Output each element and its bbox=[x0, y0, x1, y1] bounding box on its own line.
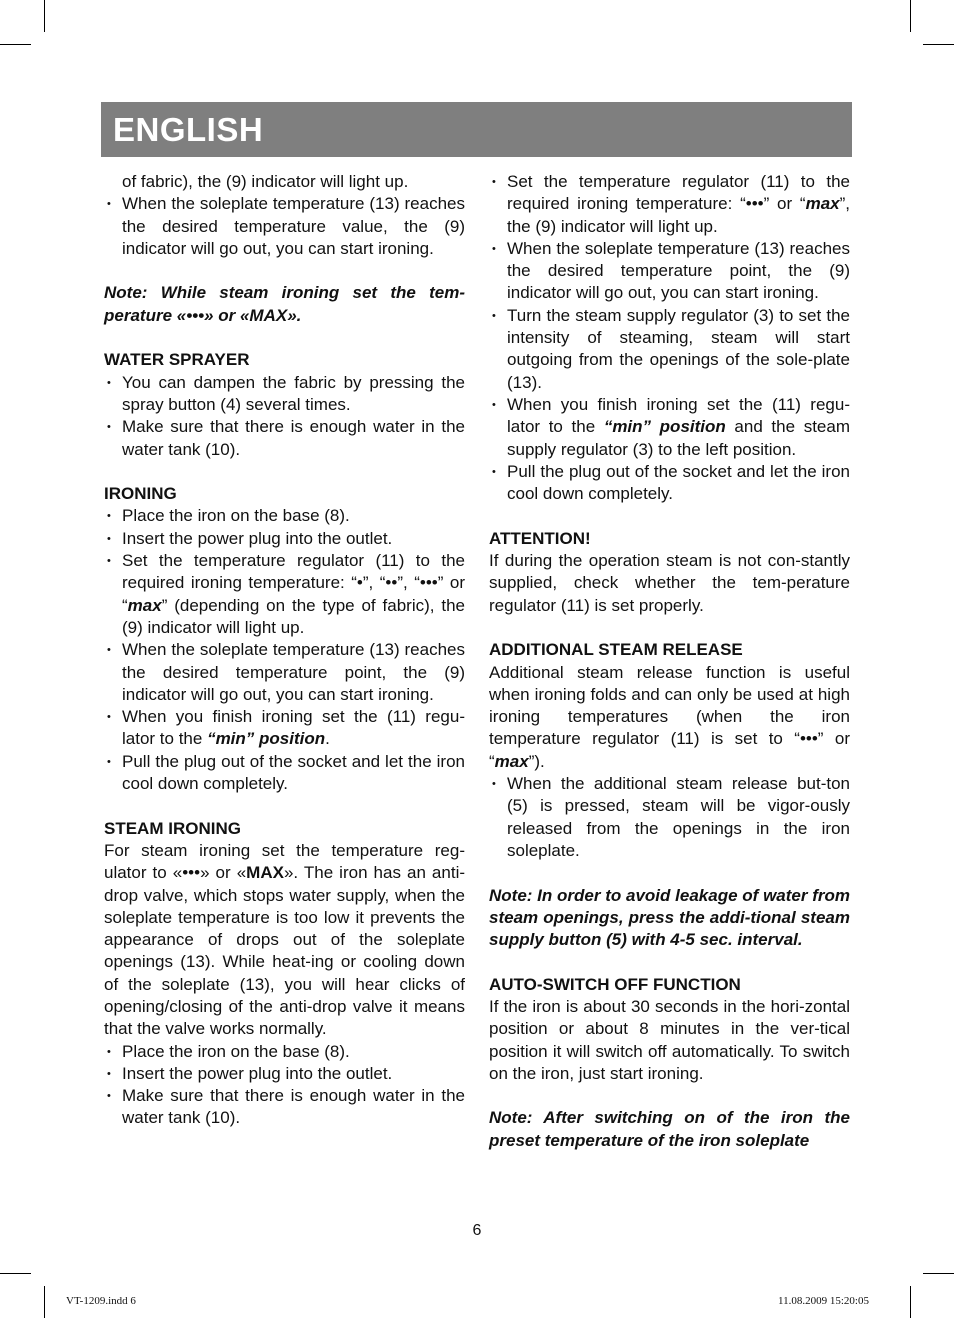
bullet-list bbox=[104, 193, 465, 260]
ironing-list bbox=[104, 505, 465, 795]
list-item: • Make sure that there is enough water in the water tank (10). bbox=[104, 416, 465, 461]
list-item: • Insert the power plug into the outlet. bbox=[104, 1063, 465, 1085]
preset-temperature-note: Note: After switching on of the iron the preset temperature of the iron soleplate bbox=[489, 1108, 850, 1150]
list-item: • Set the temperature regulator (11) to the required ironing temperature: “•”, “••”, “•••” or “max” (depending on the type of fabric), the (9) indicator will light up. bbox=[104, 550, 465, 639]
section-heading-additional-steam: ADDITIONAL STEAM RELEASE bbox=[489, 640, 743, 660]
list-item: • You can dampen the fabric by pressing the spray button (4) several times. bbox=[104, 372, 465, 417]
crop-mark bbox=[910, 1286, 911, 1318]
section-heading-auto-off: AUTO-SWITCH OFF FUNCTION bbox=[489, 974, 741, 994]
leakage-note: Note: In order to avoid leakage of water from steam openings, press the addi-tional steam supply button (5) with 4-5 sec. interval. bbox=[489, 885, 850, 950]
section-heading-steam-ironing: STEAM IRONING bbox=[104, 818, 241, 838]
list-item: • When you finish ironing set the (11) regu-lator to the “min” position and the steam supply regulator (3) to the left position. bbox=[489, 394, 850, 461]
additional-steam-paragraph: Additional steam release function is useful when ironing folds and can only be used at high ironing temperatures (when the iron temperature regulator (11) is set to “•••” or “max”). bbox=[489, 662, 850, 771]
auto-off-paragraph: If the iron is about 30 seconds in the hori-zontal position or about 8 minutes in the ver-tical position it will switch off automatically. To switch on the iron, just start ironing. bbox=[489, 996, 850, 1083]
crop-mark bbox=[0, 44, 31, 45]
water-sprayer-list bbox=[104, 372, 465, 461]
language-banner bbox=[101, 102, 852, 157]
page-number: 6 bbox=[472, 1222, 482, 1239]
right-column bbox=[489, 171, 850, 1152]
list-item: • Place the iron on the base (8). bbox=[104, 505, 465, 527]
crop-mark bbox=[44, 0, 45, 32]
crop-mark bbox=[0, 1273, 31, 1274]
list-item: • Place the iron on the base (8). bbox=[104, 1041, 465, 1063]
footer-timestamp: 11.08.2009 15:20:05 bbox=[778, 1295, 869, 1307]
list-item: • Turn the steam supply regulator (3) to set the intensity of steaming, steam will start outgoing from the openings of the sole-plate (13). bbox=[489, 305, 850, 394]
left-column bbox=[104, 171, 465, 1130]
list-item: • Make sure that there is enough water in the water tank (10). bbox=[104, 1085, 465, 1130]
list-item: • When the soleplate temperature (13) reaches the desired temperature value, the (9) indicator will go out, you can start ironing. bbox=[104, 193, 465, 260]
list-item: • When the soleplate temperature (13) reaches the desired temperature point, the (9) indicator will go out, you can start ironing. bbox=[104, 639, 465, 706]
list-item: • When the additional steam release but-ton (5) is pressed, steam will be vigor-ously released from the openings in the iron soleplate. bbox=[489, 773, 850, 862]
crop-mark bbox=[923, 1273, 954, 1274]
steam-steps-list bbox=[489, 171, 850, 505]
steam-ironing-paragraph: For steam ironing set the temperature reg-ulator to «•••» or «MAX». The iron has an anti-drop valve, which stops water supply, when the soleplate temperature is too low it prevents the appearance of drops out of the soleplate openings (13). While heat-ing or cooling down of the soleplate (13), you will hear clicks of opening/closing of the anti-drop valve it means that the valve works normally. bbox=[104, 840, 466, 1039]
page-title: ENGLISH bbox=[113, 111, 264, 148]
crop-mark bbox=[44, 1286, 45, 1318]
list-item: • When you finish ironing set the (11) regu-lator to the “min” position. bbox=[104, 706, 465, 751]
additional-steam-list bbox=[489, 773, 850, 862]
list-item: • Pull the plug out of the socket and let the iron cool down completely. bbox=[489, 461, 850, 506]
list-item: • Insert the power plug into the outlet. bbox=[104, 528, 465, 550]
continuation-text: of fabric), the (9) indicator will light up. bbox=[122, 172, 409, 191]
section-heading-attention: ATTENTION! bbox=[489, 528, 591, 548]
steam-note: Note: While steam ironing set the tem-perature «•••» or «MAX». bbox=[104, 283, 465, 325]
crop-mark bbox=[923, 44, 954, 45]
list-item: • Set the temperature regulator (11) to the required ironing temperature: “•••” or “max”, the (9) indicator will light up. bbox=[489, 171, 850, 238]
section-heading-ironing: IRONING bbox=[104, 484, 177, 504]
footer-filename: VT-1209.indd 6 bbox=[66, 1295, 136, 1307]
section-heading-water-sprayer: WATER SPRAYER bbox=[104, 350, 250, 370]
attention-paragraph: If during the operation steam is not con-stantly supplied, check whether the tem-perature regulator (11) is set properly. bbox=[489, 551, 850, 615]
list-item: • Pull the plug out of the socket and let the iron cool down completely. bbox=[104, 751, 465, 796]
list-item: • When the soleplate temperature (13) reaches the desired temperature point, the (9) indicator will go out, you can start ironing. bbox=[489, 238, 850, 305]
steam-ironing-list bbox=[104, 1041, 465, 1130]
crop-mark bbox=[910, 0, 911, 32]
